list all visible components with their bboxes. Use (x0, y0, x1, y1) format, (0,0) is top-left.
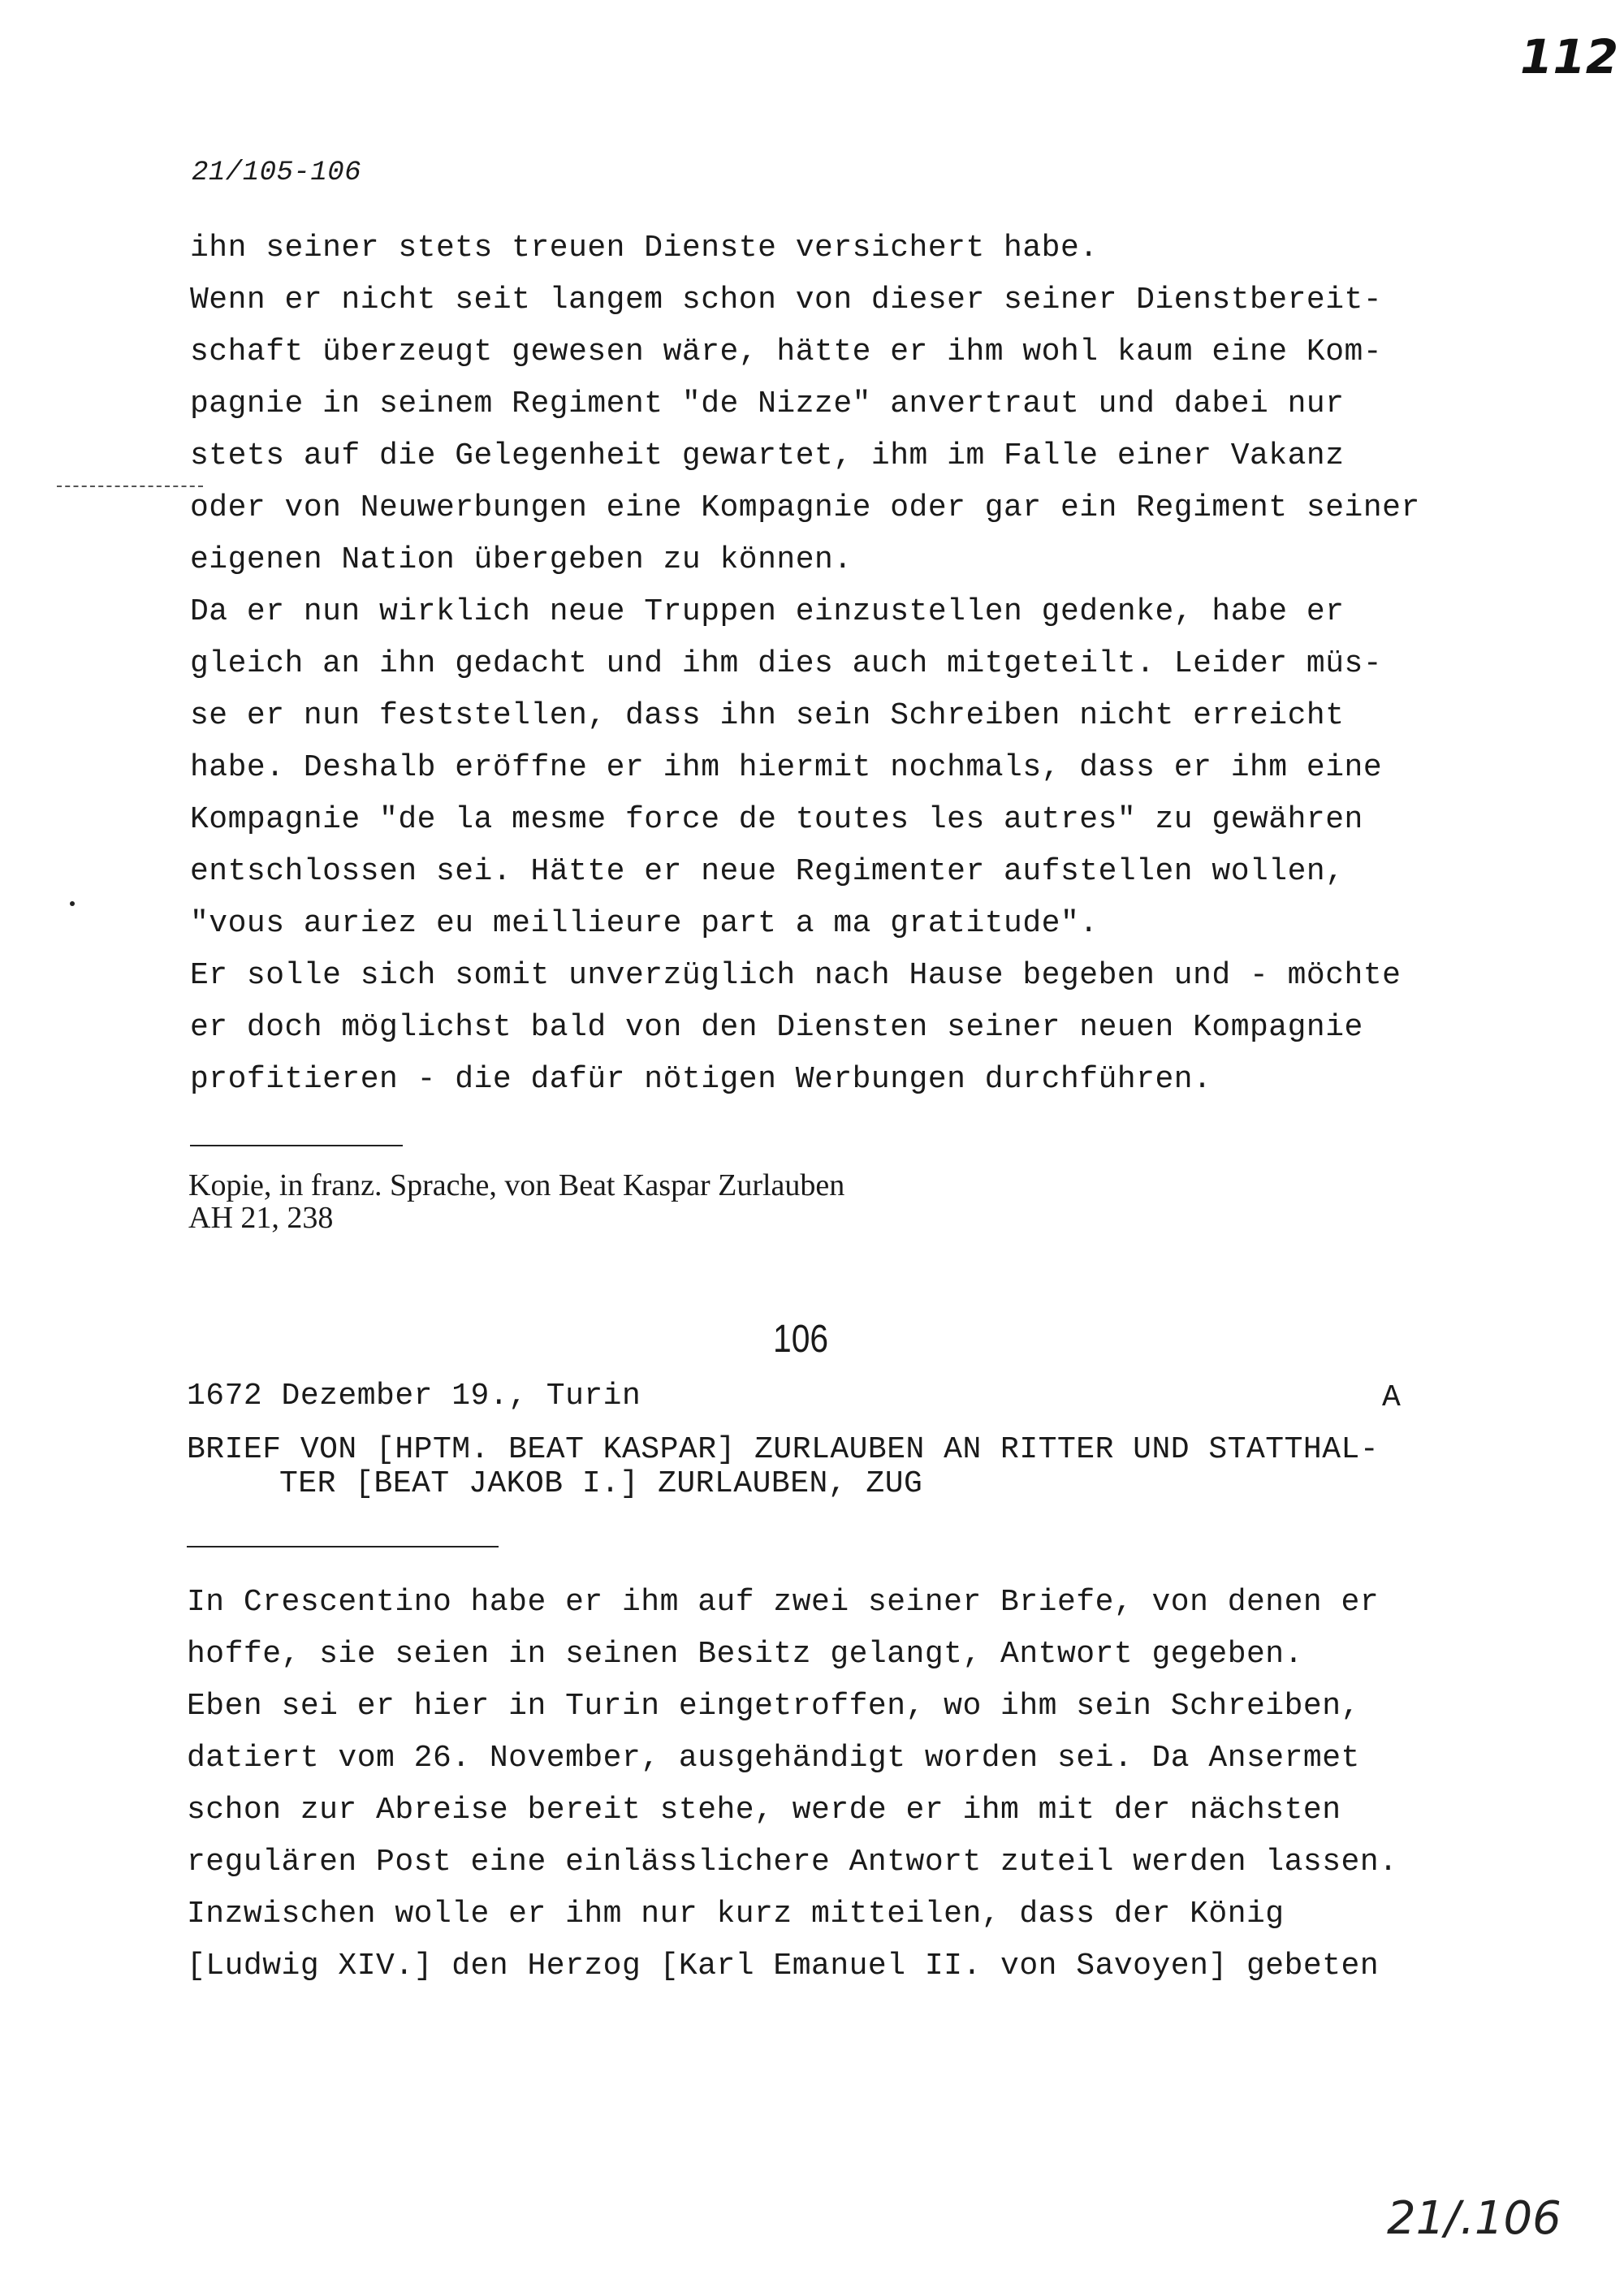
text-line: eigenen Nation übergeben zu können. (190, 542, 853, 577)
text-line: pagnie in seinem Regiment "de Nizze" anvertraut und dabei nur (190, 386, 1345, 421)
text-line: gleich an ihn gedacht und ihm dies auch mitgeteilt. Leider müs- (190, 646, 1383, 681)
text-line: "vous auriez eu meillieure part a ma gratitude". (190, 906, 1099, 941)
text-line: se er nun feststellen, dass ihn sein Schreiben nicht erreicht (190, 698, 1345, 733)
text-line: er doch möglichst bald von den Diensten seiner neuen Kompagnie (190, 1010, 1363, 1045)
text-line: ihn seiner stets treuen Dienste versichert habe. (190, 231, 1099, 265)
handwritten-page-number: 112 (1520, 29, 1619, 84)
margin-dot-mark (70, 901, 75, 906)
text-line: habe. Deshalb eröffne er ihm hiermit nochmals, dass er ihm eine (190, 750, 1383, 785)
text-line: regulären Post eine einlässlichere Antwort zuteil werden lassen. (187, 1845, 1398, 1880)
text-line: Inzwischen wolle er ihm nur kurz mitteilen, dass der König (187, 1897, 1285, 1932)
letter-title-line-2: TER [BEAT JAKOB I.] ZURLAUBEN, ZUG (279, 1466, 923, 1501)
text-line: Da er nun wirklich neue Truppen einzustellen gedenke, habe er (190, 594, 1345, 629)
source-note: Kopie, in franz. Sprache, von Beat Kaspar Zurlauben (188, 1168, 845, 1202)
text-line: stets auf die Gelegenheit gewartet, ihm im Falle einer Vakanz (190, 438, 1345, 473)
footnote-divider (190, 1145, 403, 1146)
date-place: 1672 Dezember 19., Turin (187, 1379, 641, 1414)
classification-letter: A (1382, 1380, 1402, 1415)
text-line: [Ludwig XIV.] den Herzog [Karl Emanuel II. von Savoyen] gebeten (187, 1949, 1380, 1983)
handwritten-footer-reference: 21/.106 (1387, 2192, 1561, 2245)
text-line: oder von Neuwerbungen eine Kompagnie oder gar ein Regiment seiner (190, 490, 1420, 525)
text-line: schaft überzeugt gewesen wäre, hätte er ihm wohl kaum eine Kom- (190, 335, 1383, 369)
text-line: Wenn er nicht seit langem schon von dieser seiner Dienstbereit- (190, 283, 1383, 317)
text-line: entschlossen sei. Hätte er neue Regimenter aufstellen wollen, (190, 854, 1345, 889)
text-line: Kompagnie "de la mesme force de toutes les autres" zu gewähren (190, 802, 1363, 837)
text-line: hoffe, sie seien in seinen Besitz gelangt, Antwort gegeben. (187, 1637, 1303, 1672)
archive-reference: AH 21, 238 (188, 1201, 334, 1235)
text-line: datiert vom 26. November, ausgehändigt worden sei. Da Ansermet (187, 1741, 1360, 1776)
heading-divider (187, 1546, 499, 1547)
margin-dash-mark (57, 486, 203, 487)
section-106-number: 106 (773, 1318, 829, 1361)
text-line: schon zur Abreise bereit stehe, werde er ihm mit der nächsten (187, 1793, 1341, 1828)
text-line: Er solle sich somit unverzüglich nach Hause begeben und - möchte (190, 958, 1402, 993)
reference-label: 21/105-106 (192, 158, 362, 188)
text-line: In Crescentino habe er ihm auf zwei seiner Briefe, von denen er (187, 1585, 1380, 1620)
letter-title-line-1: BRIEF VON [HPTM. BEAT KASPAR] ZURLAUBEN AN RITTER UND STATTHAL- (187, 1432, 1380, 1467)
text-line: profitieren - die dafür nötigen Werbungen durchführen. (190, 1062, 1212, 1097)
text-line: Eben sei er hier in Turin eingetroffen, wo ihm sein Schreiben, (187, 1689, 1360, 1724)
